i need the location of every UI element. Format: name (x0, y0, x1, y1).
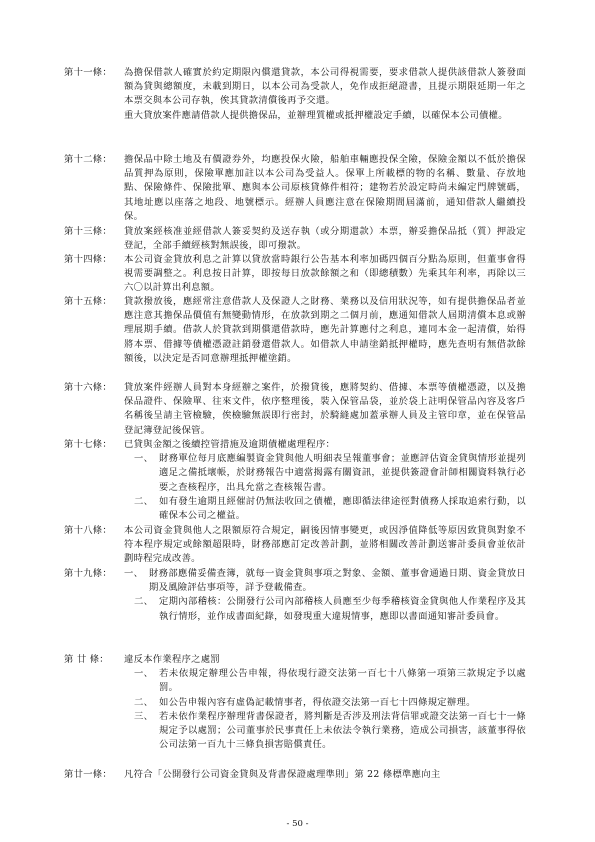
article-body (124, 253, 526, 296)
article-18 (64, 524, 526, 567)
item-number: 一、 (134, 668, 154, 680)
article-15 (64, 295, 526, 366)
list-item (134, 452, 526, 495)
item-text: 如公告申報內容有虛偽記載情事者，得依證交法第一百七十四條規定辦理。 (159, 696, 476, 708)
article-body (124, 66, 526, 123)
article-label: 第十四條： (64, 254, 112, 265)
article-body (124, 295, 526, 366)
article-label: 第十七條： (64, 439, 112, 450)
article-paragraph: 為擔保借款人確實於約定期限內償還貸款，本公司得視需要，要求借款人提供該借款人簽發面額為貸與總額度，未載到期日，以本公司為受款人，免作成拒絕證書，且提示期限延期一年之本票交與本公司存執，俟其貸款清償後再予交還。 (124, 67, 526, 107)
item-number: 二、 (134, 596, 154, 608)
article-label: 第十五條： (64, 296, 112, 307)
list-item (134, 595, 526, 623)
article-12 (64, 153, 526, 224)
item-text: 如有發生逾期且經催討仍無法收回之債權，應即循法律途徑對債務人採取追索行動，以確保本公司之權益。 (159, 495, 526, 522)
article-paragraph: 貸放案件經辦人員對本身經辦之案件，於撥貸後，應將契約、借據、本票等債權憑證，以及擔保品證件、保險單、往來文件，依序整理後，裝入保管品袋，並於袋上註明保管品內容及客戶名稱後呈請主管檢驗，俟檢驗無誤即行密封，於騎縫處加蓋承辦人員及主管印章，並在保管品登記簿登記後保管。 (124, 382, 526, 436)
item-text: 若未依作業程序辦理背書保證者，將判斷是否涉及刑法背信罪或證交法第一百七十一條規定予以處罰；公司董事於民事責任上未依法令執行業務，造成公司損害，該董事得依公司法第一百九十三條負損害賠償責任。 (159, 710, 526, 751)
article-paragraph: 已貸與金額之後續控管措施及逾期債權處理程序： (124, 439, 336, 450)
article-body (124, 381, 526, 438)
article-paragraph: 本公司資金貸與他人之限額原符合規定，嗣後因情事變更，或因淨值降低等原因致貸與對象不符本程序規定或餘額超限時，財務部應訂定改善計劃，並將相關改善計劃送審計委員會並依計劃時程完成改善。 (124, 525, 526, 565)
article-17 (64, 438, 526, 523)
article-16 (64, 381, 526, 438)
item-text: 財務部應備妥備查簿，就每一資金貸與事項之對象、金額、董事會通過日期、資金貸放日期及風險評估事項等，詳予登載備查。 (149, 568, 526, 594)
article-20 (64, 653, 526, 752)
item-text: 財務單位每月底應編製資金貸與他人明細表呈報董事會；並應評估資金貸與情形並提列適足之備抵壞帳，於財務報告中適當揭露有關資訊，並提供簽證會計師相關資料執行必要之查核程序，出具允當之查核報告書。 (159, 453, 526, 493)
article-paragraph: 貸放案經核准並經借款人簽妥契約及送存執（或分期還款）本票，辦妥擔保品抵（質）押設定登記，全部手續經核對無誤後，即可撥款。 (124, 226, 526, 252)
article-body (124, 768, 526, 782)
article-body (124, 438, 526, 523)
article-label: 第廿一條： (64, 769, 112, 780)
list-item (134, 667, 526, 695)
item-text: 定期內部稽核：公開發行公司內部稽核人員應至少每季稽核資金貸與他人作業程序及其執行情形，並作成書面紀錄，如發現重大違規情事，應即以書面通知審計委員會。 (159, 596, 526, 622)
article-13 (64, 225, 526, 253)
article-14 (64, 253, 526, 296)
article-body (124, 524, 526, 567)
item-number: 二、 (134, 495, 154, 507)
item-number: 二、 (134, 696, 154, 708)
article-body (124, 153, 526, 224)
list-item (134, 696, 526, 710)
article-19 (64, 567, 526, 624)
article-label: 第 廿 條： (64, 654, 109, 665)
article-body (124, 653, 526, 752)
article-11 (64, 66, 526, 123)
article-label: 第十九條： (64, 568, 112, 579)
article-paragraph: 擔保品中除土地及有價證券外，均應投保火險，船舶車輛應投保全險，保險金額以不低於擔保品質押為原則，保險單應加註以本公司為受益人。保單上所載標的物的名稱、數量、存放地點、保險條件、保險批單、應與本公司原核貸條件相符；建物若於設定時尚未編定門牌號碼，其地址應以座落之地段、地號標示。經辦人員應注意在保險期間屆滿前，通知借款人繼續投保。 (124, 154, 526, 222)
article-label: 第十八條： (64, 525, 112, 536)
item-number: 一、 (134, 453, 154, 465)
list-item (134, 495, 526, 523)
article-paragraph: 貸款撥放後，應經常注意借款人及保證人之財務、業務以及信用狀況等，如有提供擔保品者並應注意其擔保品價值有無變動情形，在放款到期之二個月前，應通知借款人屆期清償本息或辦理展期手續。借款人於貸款到期償還借款時，應先計算應付之利息，連同本金一起清償，始得將本票、借據等債權憑證註銷發還借款人。如借款人申請塗銷抵押權時，應先查明有無借款餘額後，以決定是否同意辦理抵押權塗銷。 (124, 296, 526, 364)
article-label: 第十六條： (64, 382, 112, 393)
article-label: 第十二條： (64, 154, 112, 165)
article-21 (64, 768, 526, 782)
article-paragraph: 本公司資金貸放利息之計算以貸放當時銀行公告基本利率加碼四個百分點為原則，但董事會得視需要調整之。利息按日計算，即按每日放款餘額之和（即總積數）先乘其年利率，再除以三六〇以計算出利息額。 (124, 254, 526, 294)
article-body (124, 567, 526, 624)
list-item (124, 567, 526, 595)
article-label: 第十一條： (64, 67, 112, 78)
item-number: 三、 (134, 710, 154, 722)
page-number: - 50 - (286, 819, 309, 829)
item-number: 一、 (124, 568, 144, 579)
list-item (134, 710, 526, 753)
article-body (124, 225, 526, 253)
article-label: 第十三條： (64, 226, 112, 237)
article-paragraph: 違反本作業程序之處罰 (124, 654, 220, 665)
article-paragraph: 重大貸放案件應請借款人提供擔保品，並辦理質權或抵押權設定手續，以確保本公司債權。 (124, 109, 508, 121)
article-paragraph: 凡符合「公開發行公司資金貸與及背書保證處理準則」第 22 條標準應向主 (124, 769, 441, 780)
item-text: 若未依規定辦理公告申報，得依現行證交法第一百七十八條第一項第三款規定予以處罰。 (159, 668, 526, 694)
